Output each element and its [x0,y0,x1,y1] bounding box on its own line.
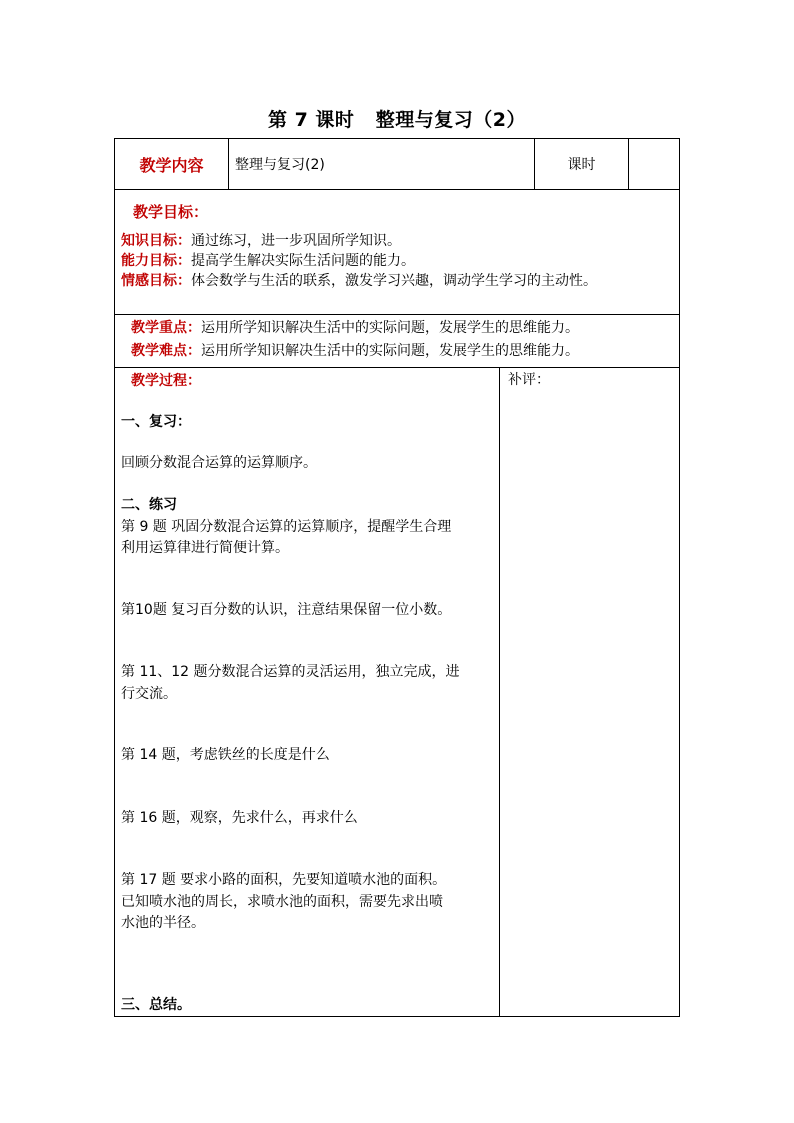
exercise-9-line2: 利用运算律进行简便计算。 [121,540,289,556]
exercise-11-line2: 行交流。 [121,686,177,702]
process-heading: 教学过程： [131,373,201,389]
period-value-cell [629,139,679,189]
focus-label: 教学重点： [131,320,201,336]
comment-label: 补评： [508,372,550,388]
review-text: 回顾分数混合运算的运算顺序。 [121,455,317,471]
objective-text: 体会数学与生活的联系，激发学习兴趣，调动学生学习的主动性。 [191,273,597,289]
exercise-16: 第 16 题，观察，先求什么，再求什么 [121,810,358,826]
content-label-cell [115,139,229,189]
content-label: 教学内容 [139,155,204,175]
period-label: 课时 [567,157,596,173]
comment-column [499,367,680,1017]
objective-label: 情感目标： [121,273,191,289]
objectives-heading: 教学目标： [133,203,209,221]
focus-line [131,319,579,338]
period-label-cell [535,139,629,189]
objective-knowledge [121,232,401,251]
objective-ability [121,252,415,271]
exercise-17-line3: 水池的半径。 [121,915,205,931]
exercise-9-line1: 第 9 题 巩固分数混合运算的运算顺序，提醒学生合理 [121,519,452,535]
objective-label: 知识目标： [121,233,191,249]
key-points-section [114,314,680,368]
objective-emotion [121,272,597,291]
objectives-section [114,189,680,315]
difficulty-line [131,342,579,361]
header-row [114,138,680,190]
process-section [114,367,500,1017]
exercise-14: 第 14 题，考虑铁丝的长度是什么 [121,747,330,763]
page-title: 第 7 课时 整理与复习（2） [267,109,526,131]
summary-title: 三、总结。 [121,997,191,1013]
focus-text: 运用所学知识解决生活中的实际问题，发展学生的思维能力。 [201,320,579,336]
difficulty-label: 教学难点： [131,343,201,359]
difficulty-text: 运用所学知识解决生活中的实际问题，发展学生的思维能力。 [201,343,579,359]
exercise-10: 第10题 复习百分数的认识，注意结果保留一位小数。 [121,602,452,618]
practice-title: 二、练习 [121,497,177,513]
objective-text: 提高学生解决实际生活问题的能力。 [191,253,415,269]
objective-text: 通过练习，进一步巩固所学知识。 [191,233,401,249]
objective-label: 能力目标： [121,253,191,269]
exercise-17-line2: 已知喷水池的周长，求喷水池的面积，需要先求出喷 [121,894,443,910]
exercise-11-line1: 第 11、12 题分数混合运算的灵活运用，独立完成，进 [121,664,460,680]
content-value-cell [229,139,535,189]
content-value: 整理与复习(2) [235,157,325,173]
exercise-17-line1: 第 17 题 要求小路的面积，先要知道喷水池的面积。 [121,872,447,888]
review-title: 一、复习： [121,414,191,430]
